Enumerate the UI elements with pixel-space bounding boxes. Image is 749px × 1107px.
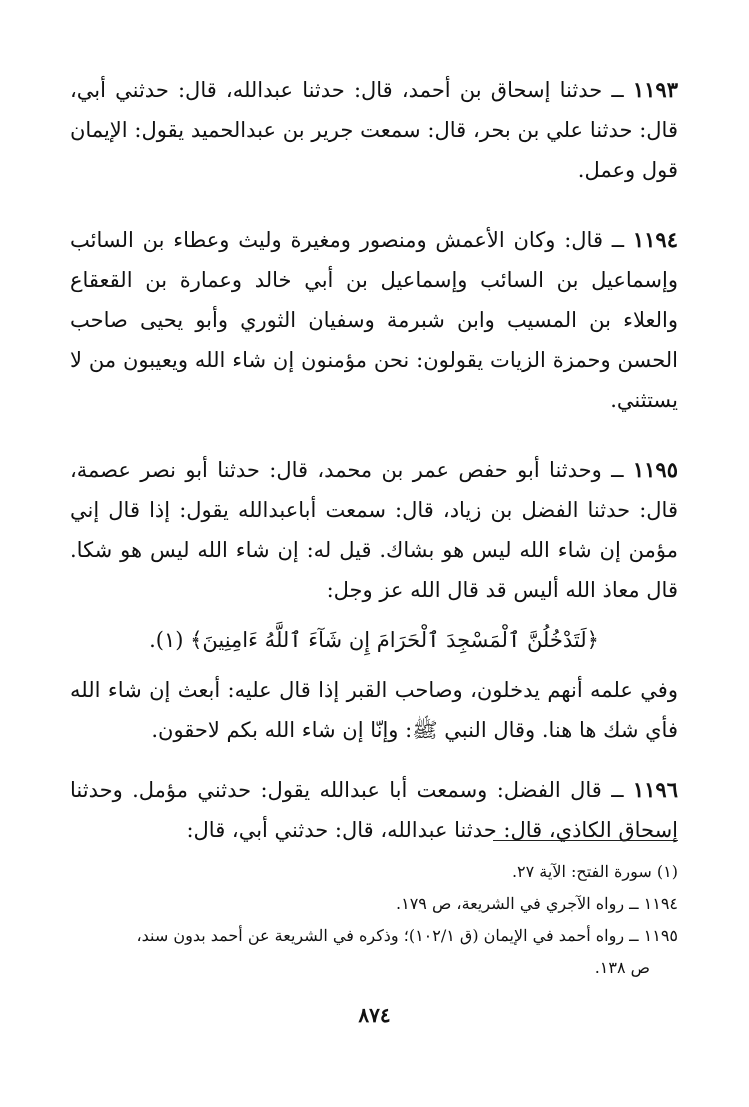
paragraph-1194 xyxy=(70,220,678,420)
paragraph-text: ــ قال الفضل: وسمعت أبا عبدالله يقول: حدثني مؤمل. وحدثنا إسحاق الكاذي، قال: حدثنا عبدالله، قال: حدثني أبي، قال: xyxy=(70,778,678,842)
paragraph-text: ــ حدثنا إسحاق بن أحمد، قال: حدثنا عبدالله، قال: حدثني أبي، قال: حدثنا علي بن بحر، قال: سمعت جرير بن عبدالحميد يقول: الإيمان قول وعمل. xyxy=(70,78,678,182)
footnote-1195: ١١٩٥ ــ رواه أحمد في الإيمان (ق ١٠٢/١)؛ وذكره في الشريعة عن أحمد بدون سند، xyxy=(136,926,678,945)
paragraph-1193 xyxy=(70,70,678,190)
hadith-number: ١١٩٦ xyxy=(632,777,678,802)
page-number: ٨٧٤ xyxy=(358,1003,391,1027)
page-body xyxy=(70,70,678,850)
hadith-number: ١١٩٥ xyxy=(632,457,678,482)
footnote-divider xyxy=(493,840,678,841)
hadith-number: ١١٩٣ xyxy=(632,77,678,102)
paragraph-text: ــ قال: وكان الأعمش ومنصور ومغيرة وليث وعطاء بن السائب وإسماعيل بن السائب وإسماعيل بن أبي خالد وعمارة بن القعقاع والعلاء بن المسيب وابن شبرمة وسفيان الثوري وأبو يحيى صاحب الحسن وحمزة الزيات يقولون: نحن مؤمنون إن شاء الله ويعيبون من لا يستثني. xyxy=(70,228,678,412)
footnote-1195-continued: ص ١٣٨. xyxy=(594,958,650,977)
paragraph-1195 xyxy=(70,450,678,610)
quran-verse: ﴿لَتَدْخُلُنَّ ٱلْمَسْجِدَ ٱلْحَرَامَ إِن شَآءَ ٱللَّهُ ءَامِنِينَ﴾ (١). xyxy=(149,628,599,652)
paragraph-text: ــ وحدثنا أبو حفص عمر بن محمد، قال: حدثنا أبو نصر عصمة، قال: حدثنا الفضل بن زياد، قال: سمعت أباعبدالله يقول: إذا قال إني مؤمن إن شاء الله ليس هو بشاك. قيل له: إن شاء الله ليس هو شكا. قال معاذ الله أليس قد قال الله عز وجل: xyxy=(70,458,678,602)
paragraph-1195-continued: وفي علمه أنهم يدخلون، وصاحب القبر إذا قال عليه: أبعث إن شاء الله فأي شك ها هنا. وقال النبي ﷺ: وإنّا إن شاء الله بكم لاحقون. xyxy=(70,678,678,742)
footnote-1194: ١١٩٤ ــ رواه الآجري في الشريعة، ص ١٧٩. xyxy=(396,894,678,913)
paragraph-1196 xyxy=(70,770,678,850)
hadith-number: ١١٩٤ xyxy=(632,227,678,252)
footnote-1: (١) سورة الفتح: الآية ٢٧. xyxy=(511,862,678,881)
